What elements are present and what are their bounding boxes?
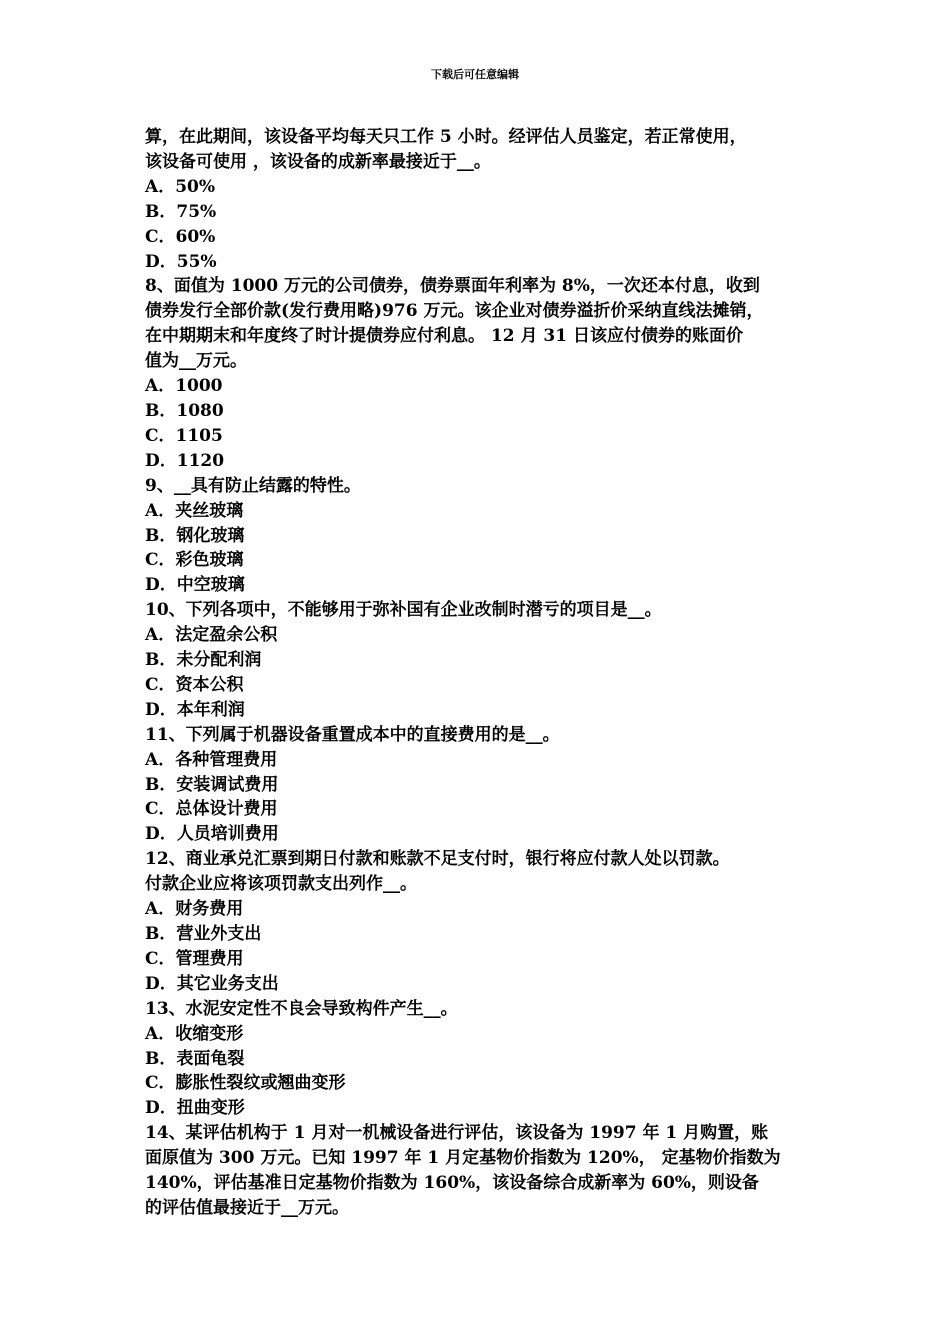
page-header-note: 下载后可任意编辑: [431, 68, 519, 81]
question-7-text-line-1: 算，在此期间，该设备平均每天只工作 5 小时。经评估人员鉴定，若正常使用，: [145, 127, 747, 147]
question-12-option-c: C．管理费用: [145, 948, 244, 969]
question-8-option-d: D．1120: [145, 450, 225, 471]
question-7-continued: [145, 125, 825, 274]
question-7-option-d: D．55%: [145, 251, 217, 272]
question-9-text-line-1: 9、__具有防止结露的特性。: [145, 475, 361, 496]
question-10-option-a: A．法定盈余公积: [145, 625, 278, 646]
question-9-option-b: B．钢化玻璃: [145, 525, 245, 546]
question-12-text-line-2: 付款企业应将该项罚款支出列作__。: [145, 874, 417, 895]
question-10-option-b: B．未分配利润: [145, 650, 262, 671]
question-13-option-a: A．收缩变形: [145, 1023, 244, 1044]
question-10: [145, 598, 825, 723]
question-10-text-line-1: 10、下列各项中，不能够用于弥补国有企业改制时潜亏的项目是__。: [145, 600, 662, 621]
question-9-option-c: C．彩色玻璃: [145, 550, 244, 571]
question-12: [145, 847, 825, 996]
question-8-text-line-1: 8、面值为 1000 万元的公司债券，债券票面年利率为 8%，一次还本付息，收到: [145, 276, 760, 297]
question-14-text-line-1: 14、某评估机构于 1 月对一机械设备进行评估，该设备为 1997 年 1 月购置，账: [145, 1123, 769, 1144]
question-11-option-d: D．人员培训费用: [145, 824, 279, 845]
question-7-option-a: A．50%: [145, 176, 216, 197]
question-8-option-a: A．1000: [145, 376, 223, 397]
question-13: [145, 997, 825, 1122]
question-8-option-c: C．1105: [145, 425, 223, 446]
question-12-option-b: B．营业外支出: [145, 924, 262, 944]
question-14-text-line-4: 的评估值最接近于__万元。: [145, 1197, 349, 1218]
question-8-text-line-4: 值为__万元。: [145, 351, 247, 372]
question-13-option-b: B．表面龟裂: [145, 1048, 245, 1069]
question-9: [145, 474, 825, 599]
question-11-text-line-1: 11、下列属于机器设备重置成本中的直接费用的是__。: [145, 724, 560, 745]
question-10-option-d: D．本年利润: [145, 699, 245, 720]
question-11-option-b: B．安装调试费用: [145, 774, 279, 795]
question-14: [145, 1121, 825, 1221]
question-12-text-line-1: 12、商业承兑汇票到期日付款和账款不足支付时，银行将应付款人处以罚款。: [145, 849, 730, 870]
document-body: [145, 125, 825, 1221]
question-14-text-line-2: 面原值为 300 万元。已知 1997 年 1 月定基物价指数为 120%， 定基物价指数为: [145, 1148, 781, 1169]
question-9-option-a: A．夹丝玻璃: [145, 500, 244, 521]
question-11-option-c: C．总体设计费用: [145, 799, 278, 820]
question-8-text-line-3: 在中期期末和年度终了时计提债券应付利息。 12 月 31 日该应付债券的账面价: [145, 326, 743, 347]
question-7-option-b: B．75%: [145, 201, 217, 222]
question-7-text-line-2: 该设备可使用 ，该设备的成新率最接近于__。: [145, 151, 491, 172]
question-8-option-b: B．1080: [145, 400, 224, 421]
question-14-text-line-3: 140%，评估基准日定基物价指数为 160%，该设备综合成新率为 60%，则设备: [145, 1173, 759, 1194]
question-9-option-d: D．中空玻璃: [145, 575, 245, 596]
question-11: [145, 723, 825, 848]
question-12-option-d: D．其它业务支出: [145, 973, 279, 994]
question-10-option-c: C．资本公积: [145, 674, 244, 695]
question-13-text-line-1: 13、水泥安定性不良会导致构件产生__。: [145, 998, 458, 1019]
question-13-option-d: D．扭曲变形: [145, 1098, 245, 1119]
question-8-text-line-2: 债券发行全部价款(发行费用略)976 万元。该企业对债券溢折价采纳直线法摊销，: [145, 301, 764, 322]
question-11-option-a: A．各种管理费用: [145, 749, 278, 770]
question-8: [145, 274, 825, 473]
question-13-option-c: C．膨胀性裂纹或翘曲变形: [145, 1073, 346, 1094]
question-12-option-a: A．财务费用: [145, 899, 244, 920]
question-7-option-c: C．60%: [145, 226, 216, 247]
